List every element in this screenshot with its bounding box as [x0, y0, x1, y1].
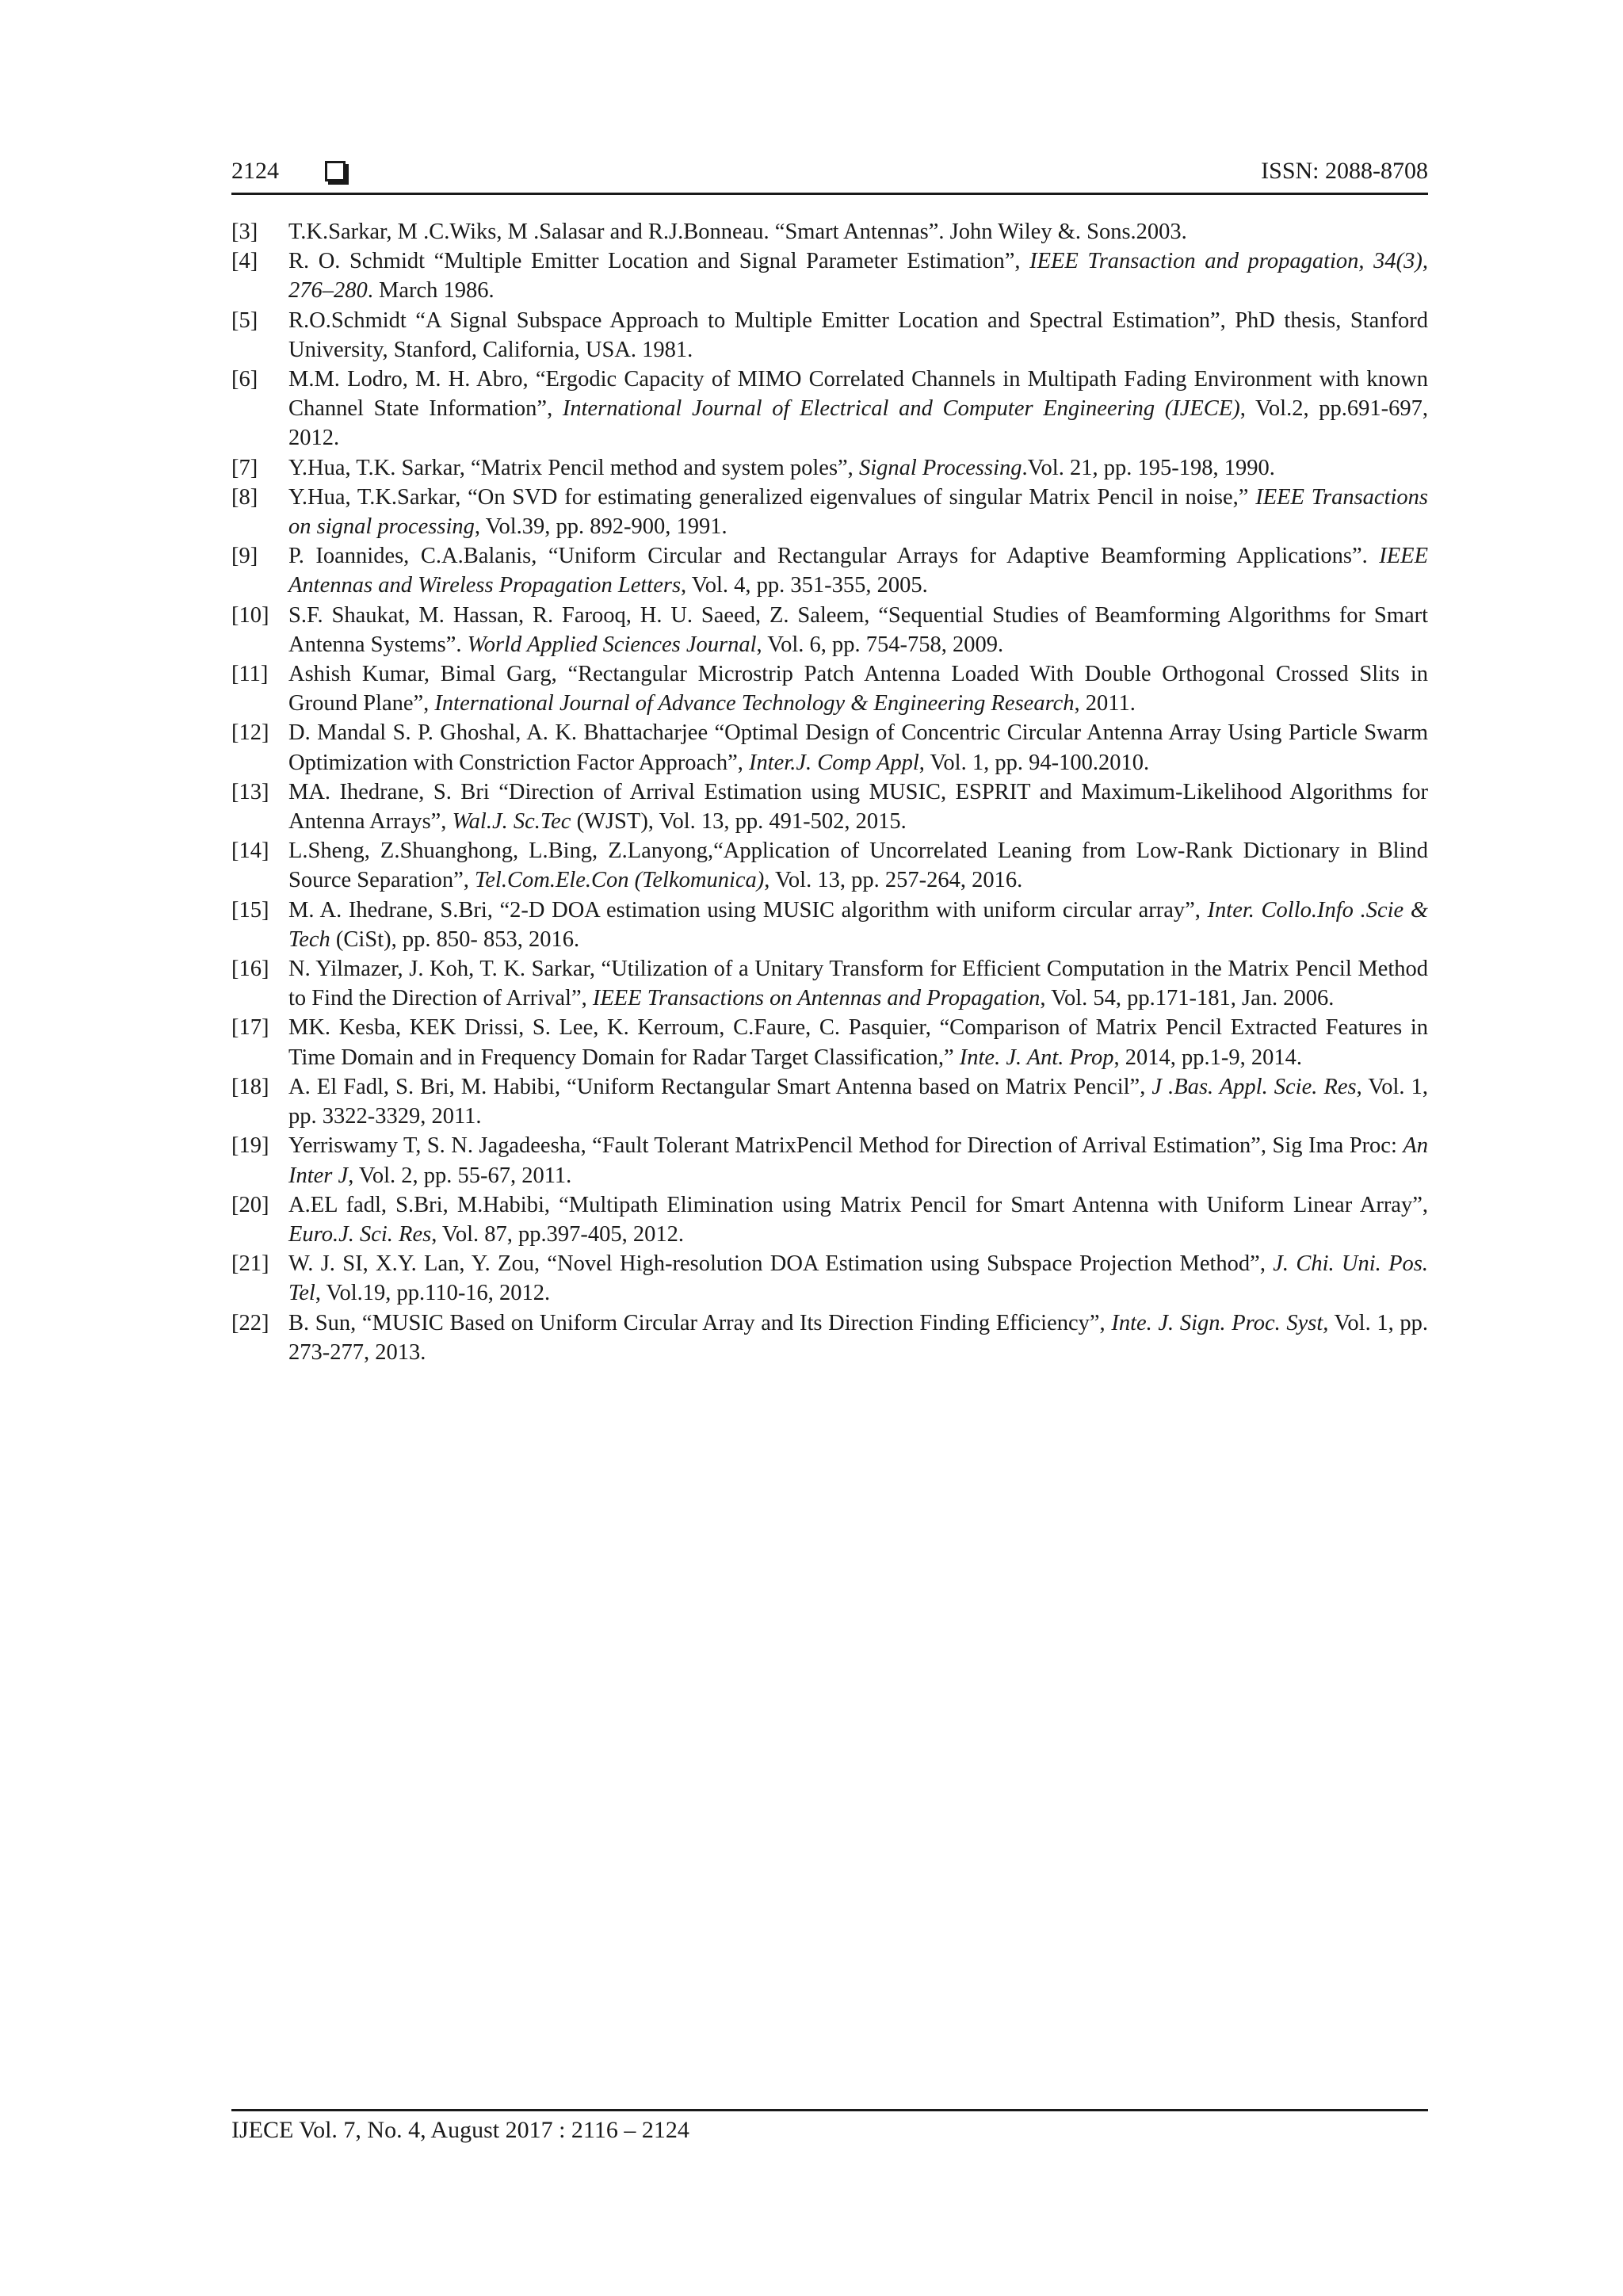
reference-source: Euro.J. Sci. Res	[288, 1221, 432, 1247]
reference-text: , Vol.39, pp. 892-900, 1991.	[474, 514, 727, 540]
reference-source: J. Chi. Uni. Pos. Tel	[288, 1251, 1428, 1306]
reference-number: [22]	[231, 1310, 269, 1335]
reference-item	[231, 541, 1428, 600]
reference-number: [11]	[231, 662, 269, 687]
reference-source: J .Bas. Appl. Scie. Res	[1151, 1074, 1357, 1099]
reference-number: [10]	[231, 602, 269, 628]
reference-number: [19]	[231, 1133, 269, 1159]
reference-source: Inter. Collo.Info .Scie & Tech	[288, 897, 1428, 952]
reference-number: [8]	[231, 484, 258, 510]
reference-text: Y.Hua, T.K.Sarkar, “On SVD for estimating generalized eigenvalues of singular Matrix Pencil in noise,”	[288, 484, 1256, 510]
reference-item	[231, 365, 1428, 453]
reference-text: MA. Ihedrane, S. Bri “Direction of Arrival Estimation using MUSIC, ESPRIT and Maximum-Likelihood Algorithms for Antenna Arrays”,	[288, 779, 1428, 835]
reference-list	[231, 217, 1428, 1367]
reference-text: B. Sun, “MUSIC Based on Uniform Circular Array and Its Direction Finding Efficiency”,	[288, 1310, 1112, 1335]
reference-text: Yerriswamy T, S. N. Jagadeesha, “Fault Tolerant MatrixPencil Method for Direction of Arrival Estimation”, Sig Ima Proc:	[288, 1133, 1403, 1159]
reference-text: , Vol. 2, pp. 55-67, 2011.	[348, 1163, 572, 1188]
reference-item	[231, 718, 1428, 777]
reference-number: [4]	[231, 249, 258, 274]
reference-text: S.F. Shaukat, M. Hassan, R. Farooq, H. U. Saeed, Z. Saleem, “Sequential Studies of Beamforming Algorithms for Smart Antenna Systems”.	[288, 602, 1428, 657]
reference-number: [9]	[231, 544, 258, 569]
reference-source: Signal Processing	[858, 455, 1022, 480]
reference-item	[231, 1190, 1428, 1249]
reference-source: An Inter J	[288, 1133, 1428, 1188]
reference-text: T.K.Sarkar, M .C.Wiks, M .Salasar and R.J.Bonneau. “Smart Antennas”. John Wiley &. Sons.2003.	[288, 220, 1187, 244]
reference-item	[231, 777, 1428, 836]
reference-source: IEEE Antennas and Wireless Propagation Letters	[288, 544, 1428, 598]
reference-number: [16]	[231, 957, 269, 982]
reference-text: , Vol.2, pp.691-697, 2012.	[288, 396, 1428, 451]
reference-text: P. Ioannides, C.A.Balanis, “Uniform Circular and Rectangular Arrays for Adaptive Beamforming Applications”.	[288, 544, 1380, 569]
reference-source: Wal.J. Sc.Tec	[452, 809, 571, 835]
reference-source: Inte. J. Sign. Proc. Syst,	[1111, 1310, 1329, 1335]
reference-source: International Journal of Electrical and Computer Engineering (IJECE)	[562, 396, 1240, 422]
reference-item	[231, 306, 1428, 365]
reference-item	[231, 483, 1428, 541]
reference-number: [17]	[231, 1015, 269, 1041]
reference-text: .Vol. 21, pp. 195-198, 1990.	[1022, 455, 1275, 480]
reference-item	[231, 1249, 1428, 1308]
reference-number: [6]	[231, 367, 258, 392]
reference-text: , Vol. 13, pp. 257-264, 2016.	[764, 868, 1023, 893]
reference-text: , Vol. 4, pp. 351-355, 2005.	[681, 573, 928, 598]
header-rule	[231, 193, 1428, 195]
reference-text: Y.Hua, T.K. Sarkar, “Matrix Pencil method and system poles”,	[288, 455, 859, 480]
reference-number: [14]	[231, 839, 269, 864]
reference-text: W. J. SI, X.Y. Lan, Y. Zou, “Novel High-resolution DOA Estimation using Subspace Projection Method”,	[288, 1251, 1274, 1277]
reference-source: IEEE Transaction and propagation, 34(3), 276–280	[288, 249, 1428, 304]
reference-text: M.M. Lodro, M. H. Abro, “Ergodic Capacity of MIMO Correlated Channels in Multipath Fading Environment with known Channel State Information”,	[288, 367, 1428, 422]
reference-source: World Applied Sciences Journal	[467, 632, 757, 657]
reference-number: [5]	[231, 308, 258, 333]
page-number: 2124	[231, 158, 279, 184]
reference-source: IEEE Transactions on signal processing	[288, 484, 1428, 540]
reference-text: L.Sheng, Z.Shuanghong, L.Bing, Z.Lanyong,“Application of Uncorrelated Leaning from Low-Rank Dictionary in Blind Source Separation”,	[288, 839, 1428, 893]
reference-item	[231, 246, 1428, 305]
reference-text: (WJST), Vol. 13, pp. 491-502, 2015.	[571, 809, 907, 835]
reference-item	[231, 453, 1428, 483]
issn-label: ISSN: 2088-8708	[1261, 158, 1428, 184]
reference-source: IEEE Transactions on Antennas and Propagation	[592, 986, 1041, 1011]
reference-text: MK. Kesba, KEK Drissi, S. Lee, K. Kerroum, C.Faure, C. Pasquier, “Comparison of Matrix Pencil Extracted Features in Time Domain and in Frequency Domain for Radar Target Classification,”	[288, 1015, 1428, 1070]
reference-text: Vol. 1, pp. 273-277, 2013.	[288, 1310, 1428, 1365]
reference-number: [3]	[231, 220, 258, 244]
reference-text: . March 1986.	[367, 278, 495, 304]
reference-number: [20]	[231, 1192, 269, 1217]
reference-source: Tel.Com.Ele.Con (Telkomunica)	[475, 868, 765, 893]
reference-text: R.O.Schmidt “A Signal Subspace Approach to Multiple Emitter Location and Spectral Estimation”, PhD thesis, Stanford University, Stanford, California, USA. 1981.	[288, 308, 1428, 362]
reference-number: [13]	[231, 779, 269, 804]
reference-item	[231, 1308, 1428, 1367]
reference-item	[231, 1131, 1428, 1190]
reference-item	[231, 1072, 1428, 1131]
reference-item	[231, 954, 1428, 1013]
reference-text: , Vol. 54, pp.171-181, Jan. 2006.	[1040, 986, 1335, 1011]
reference-source: Inter.J. Comp Appl	[748, 750, 919, 775]
reference-source: International Journal of Advance Technology & Engineering Research	[434, 691, 1075, 716]
reference-text: (CiSt), pp. 850- 853, 2016.	[330, 926, 580, 952]
footer-rule	[231, 2109, 1428, 2111]
reference-item	[231, 659, 1428, 718]
reference-number: [21]	[231, 1251, 269, 1277]
reference-text: , 2011.	[1074, 691, 1136, 716]
reference-item	[231, 1013, 1428, 1072]
reference-text: , Vol. 1, pp. 3322-3329, 2011.	[288, 1074, 1428, 1129]
reference-source: Inte. J. Ant. Prop	[959, 1045, 1114, 1070]
reference-text: , Vol.19, pp.110-16, 2012.	[315, 1281, 551, 1306]
square-shadow-icon	[325, 161, 346, 181]
reference-text: , Vol. 1, pp. 94-100.2010.	[918, 750, 1150, 775]
reference-text: Ashish Kumar, Bimal Garg, “Rectangular Microstrip Patch Antenna Loaded With Double Orthogonal Crossed Slits in Ground Plane”,	[288, 662, 1428, 716]
reference-number: [7]	[231, 455, 258, 480]
reference-text: , Vol. 87, pp.397-405, 2012.	[431, 1221, 684, 1247]
reference-number: [18]	[231, 1074, 269, 1099]
reference-number: [12]	[231, 720, 269, 746]
reference-item	[231, 836, 1428, 895]
reference-text: N. Yilmazer, J. Koh, T. K. Sarkar, “Utilization of a Unitary Transform for Efficient Computation in the Matrix Pencil Method to Find the Direction of Arrival”,	[288, 957, 1428, 1011]
reference-text: D. Mandal S. P. Ghoshal, A. K. Bhattacharjee “Optimal Design of Concentric Circular Antenna Array Using Particle Swarm Optimization with Constriction Factor Approach”,	[288, 720, 1428, 775]
page-header	[231, 155, 1428, 193]
reference-number: [15]	[231, 897, 269, 923]
reference-item	[231, 896, 1428, 954]
reference-text: , 2014, pp.1-9, 2014.	[1113, 1045, 1302, 1070]
journal-footer: IJECE Vol. 7, No. 4, August 2017 : 2116 – 2124	[231, 2117, 689, 2143]
reference-item	[231, 217, 1428, 246]
reference-text: A.EL fadl, S.Bri, M.Habibi, “Multipath Elimination using Matrix Pencil for Smart Antenna with Uniform Linear Array”,	[288, 1192, 1428, 1217]
reference-text: R. O. Schmidt “Multiple Emitter Location and Signal Parameter Estimation”,	[288, 249, 1030, 274]
reference-item	[231, 601, 1428, 659]
reference-text: , Vol. 6, pp. 754-758, 2009.	[756, 632, 1004, 657]
reference-text: M. A. Ihedrane, S.Bri, “2-D DOA estimation using MUSIC algorithm with uniform circular array”,	[288, 897, 1208, 923]
reference-text: A. El Fadl, S. Bri, M. Habibi, “Uniform Rectangular Smart Antenna based on Matrix Pencil”,	[288, 1074, 1152, 1099]
